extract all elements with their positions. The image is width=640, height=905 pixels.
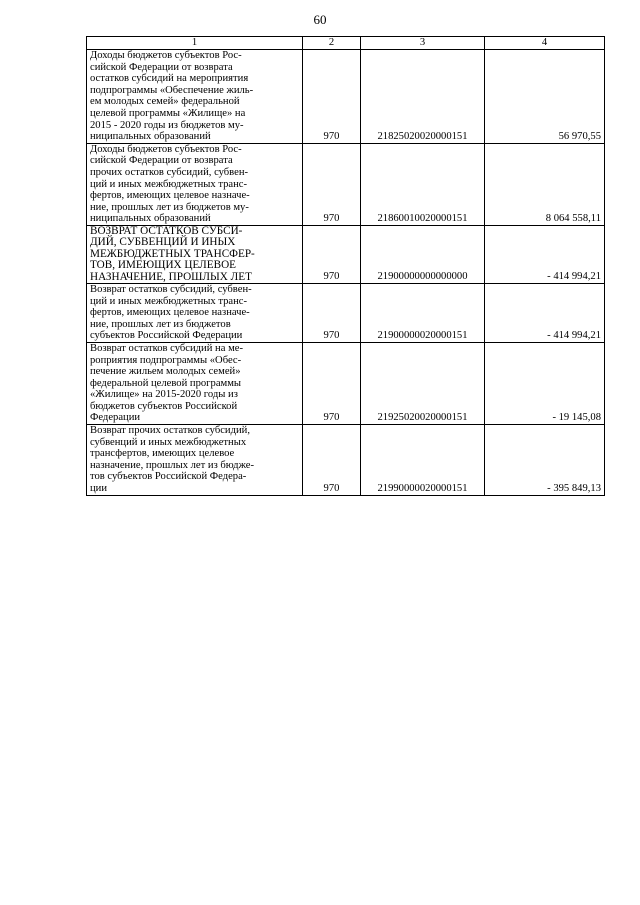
row-amount: - 414 994,21 <box>485 225 605 283</box>
row-admin-code: 970 <box>303 143 361 225</box>
description-line: МЕЖБЮДЖЕТНЫХ ТРАНСФЕР- <box>90 247 255 260</box>
header-col-4: 4 <box>485 37 605 50</box>
row-income-code: 21900000000000000 <box>361 225 485 283</box>
row-admin-code: 970 <box>303 225 361 283</box>
description-line: НАЗНАЧЕНИЕ, ПРОШЛЫХ ЛЕТ <box>90 270 252 283</box>
description-line: федеральной целевой программы <box>90 377 242 389</box>
row-description <box>87 342 303 424</box>
description-line: бюджетов субъектов Российской <box>90 400 238 412</box>
description-line: назначение, прошлых лет из бюдже- <box>90 459 254 471</box>
row-admin-code: 970 <box>303 425 361 496</box>
row-amount: - 395 849,13 <box>485 425 605 496</box>
header-col-3: 3 <box>361 37 485 50</box>
description-line: трансфертов, имеющих целевое <box>90 448 235 460</box>
description-line: ниципальных образований <box>90 213 211 225</box>
table-header-row <box>87 37 605 50</box>
description-line: ем молодых семей» федеральной <box>90 96 240 108</box>
description-line: Возврат прочих остатков субсидий, <box>90 425 250 437</box>
row-description <box>87 225 303 283</box>
description-line: Возврат остатков субсидий на ме- <box>90 342 243 354</box>
description-line: субвенций и иных межбюджетных <box>90 436 247 448</box>
row-income-code: 21990000020000151 <box>361 425 485 496</box>
description-line: прочих остатков субсидий, субвен- <box>90 166 249 178</box>
description-line: ции <box>90 483 108 495</box>
description-line: подпрограммы «Обеспечение жиль- <box>90 84 254 96</box>
description-line: сийской Федерации от возврата <box>90 155 233 167</box>
description-line: ние, прошлых лет из бюджетов <box>90 318 231 330</box>
budget-table <box>86 36 605 496</box>
row-amount: 8 064 558,11 <box>485 143 605 225</box>
description-line: Доходы бюджетов субъектов Рос- <box>90 50 242 61</box>
row-admin-code: 970 <box>303 342 361 424</box>
description-line: ций и иных межбюджетных транс- <box>90 178 248 190</box>
description-line: фертов, имеющих целевое назначе- <box>90 190 250 202</box>
description-line: ДИЙ, СУБВЕНЦИЙ И ИНЫХ <box>90 236 236 249</box>
row-description <box>87 425 303 496</box>
table-row <box>87 50 605 144</box>
description-line: печение жильем молодых семей» <box>90 366 241 378</box>
description-line: ВОЗВРАТ ОСТАТКОВ СУБСИ- <box>90 224 243 237</box>
table-row <box>87 283 605 342</box>
row-admin-code: 970 <box>303 283 361 342</box>
table-row <box>87 143 605 225</box>
row-income-code: 21925020020000151 <box>361 342 485 424</box>
description-line: сийской Федерации от возврата <box>90 61 233 73</box>
row-description <box>87 283 303 342</box>
page-number: 60 <box>313 12 327 27</box>
description-line: субъектов Российской Федерации <box>90 330 243 342</box>
description-line: Федерации <box>90 412 141 424</box>
header-col-1: 1 <box>87 37 303 50</box>
description-line: Доходы бюджетов субъектов Рос- <box>90 143 242 155</box>
row-amount: - 414 994,21 <box>485 283 605 342</box>
row-income-code: 21860010020000151 <box>361 143 485 225</box>
header-col-2: 2 <box>303 37 361 50</box>
description-line: фертов, имеющих целевое назначе- <box>90 307 250 319</box>
description-line: 2015 - 2020 годы из бюджетов му- <box>90 119 244 131</box>
description-line: Возврат остатков субсидий, субвен- <box>90 283 252 295</box>
table-row <box>87 342 605 424</box>
description-line: «Жилище» на 2015-2020 годы из <box>90 389 238 401</box>
description-line: целевой программы «Жилище» на <box>90 107 246 119</box>
description-line: роприятия подпрограммы «Обес- <box>90 354 242 366</box>
description-line: ниципальных образований <box>90 131 211 143</box>
row-amount: 56 970,55 <box>485 50 605 144</box>
row-income-code: 21900000020000151 <box>361 283 485 342</box>
row-description <box>87 50 303 144</box>
row-amount: - 19 145,08 <box>485 342 605 424</box>
description-line: остатков субсидий на мероприятия <box>90 73 249 85</box>
table-row <box>87 225 605 283</box>
row-admin-code: 970 <box>303 50 361 144</box>
description-line: тов субъектов Российской Федера- <box>90 471 247 483</box>
row-income-code: 21825020020000151 <box>361 50 485 144</box>
description-line: ций и иных межбюджетных транс- <box>90 295 248 307</box>
description-line: ние, прошлых лет из бюджетов му- <box>90 201 249 213</box>
description-line: ТОВ, ИМЕЮЩИХ ЦЕЛЕВОЕ <box>90 259 236 272</box>
row-description <box>87 143 303 225</box>
table-row <box>87 425 605 496</box>
